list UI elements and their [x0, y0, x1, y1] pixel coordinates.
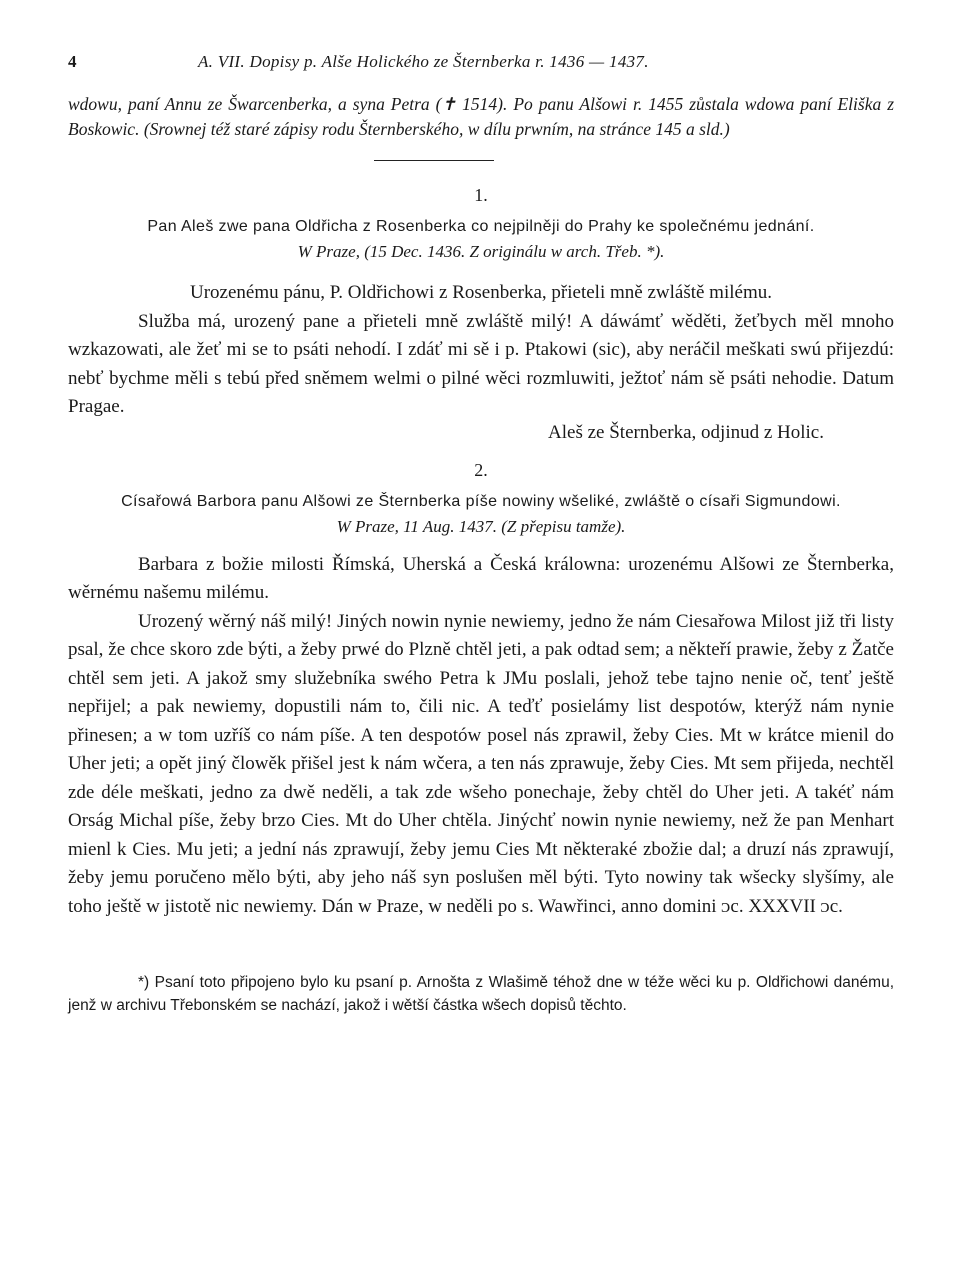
letter-2-number: 2.	[474, 459, 488, 480]
section-divider	[374, 160, 494, 161]
letter-1-dateline: W Praze, (15 Dec. 1436. Z originálu w arch. Třeb. *).	[297, 241, 665, 261]
letter-2-dateline: W Praze, 11 Aug. 1437. (Z přepisu tamže).	[336, 516, 626, 536]
page	[68, 52, 894, 1017]
footnote-spacer	[68, 921, 894, 971]
letter-2-summary: Císařowá Barbora panu Alšowi ze Šternberka píše nowiny wšeliké, zwláště o císaři Sigmundowi.	[121, 492, 841, 510]
letter-1-number: 1.	[474, 184, 488, 205]
footnote: *) Psaní toto připojeno bylo ku psaní p. Arnošta z Wlašimě téhož dne w téže wěci ku p. Oldřichowi danému, jenž w archivu Třebonském se nachází, jakož i wětší částka wšech dopisů těchto.	[68, 974, 894, 1014]
letter-2-salutation: Barbara z božie milosti Římská, Uherská a Česká králowna: urozenému Alšowi ze Šternberka, wěrnému našemu milému.	[68, 553, 894, 603]
letter-1	[68, 185, 894, 444]
letter-1-signature: Aleš ze Šternberka, odjinud z Holic.	[548, 421, 824, 443]
page-number: 4	[68, 52, 77, 71]
running-head: A. VII. Dopisy p. Alše Holického ze Šternberka r. 1436 — 1437.	[198, 52, 649, 71]
letter-2	[68, 460, 894, 922]
letter-1-body: Služba má, urozený pane a přieteli mně zwláště milý! A dáwámť wěděti, žeťbych měl mnoho wzkazowati, ale žeť mi se to psáti nehodí. I zdáť mi sě i p. Ptakowi (sic), aby neráčil meškati swú přijezdú: nebť bychme měli s tebú před sněmem welmi o pilné wěci rozmluwiti, ježtoť nám sě psáti nehodie. Datum Pragae.	[68, 310, 894, 417]
intro-paragraph: wdowu, paní Annu ze Šwarcenberka, a syna Petra (✝ 1514). Po panu Alšowi r. 1455 zůstala wdowa paní Eliška z Boskowic. (Srownej též staré zápisy rodu Šternberského, w dílu prwním, na stránce 145 a sld.)	[68, 94, 894, 139]
letter-2-body: Urozený wěrný náš milý! Jiných nowin nynie newiemy, jedno že nám Ciesařowa Milost již tři listy psal, že chce skoro zde býti, a žeby prwé do Plzně chtěl jeti, a pak odtad sem; a někteří prawie, žeby z Žatče chtěl sem jeti. A jakož smy služebníka swého Petra k JMu poslali, jehož tebe tajno nenie oč, tenť ještě nepřijel; a pak newiemy, dopustili nám to, čili nic. A teďť posielámy list despotów, kterýž nám nynie přinesen; a w tom uzříš co nám píše. A ten despotów posel nás zprawil, žeby Cies. Mt w krátce mienil do Uher jeti; a opět jiný člowěk přišel jest k nám wčera, a ten nás zprawuje, žeby Cies. Mt sem přijeda, nechtěl zde déle meškati, jedno za dwě neděli, a tak zde wšeho ponechaje, žeby chtěl do Uher jeti. A takéť nám Orság Michal píše, žeby brzo Cies. Mt do Uher chtěla. Jinýchť nowin nynie newiemy, než že pan Menhart mienl k Cies. Mu jeti; a jední nás zprawují, žeby jemu Cies Mt některaké zbožie dal; a druzí nás zprawují, žeby jemu poručeno mělo býti, aby jeho náš syn poslušen měl býti. Tyto nowiny tak wšecky slyšímy, ale toho ještě w jistotě nic newiemy. Dán w Praze, w neděli po s. Wawřinci, anno domini ᴐc. XXXVII ᴐc.	[68, 610, 894, 917]
letter-1-address: Urozenému pánu, P. Oldřichowi z Rosenberka, přieteli mně zwláště milému.	[190, 281, 772, 303]
page-header	[68, 52, 894, 86]
letter-1-summary: Pan Aleš zwe pana Oldřicha z Rosenberka co nejpilněji do Prahy ke společnému jednání.	[147, 217, 815, 235]
